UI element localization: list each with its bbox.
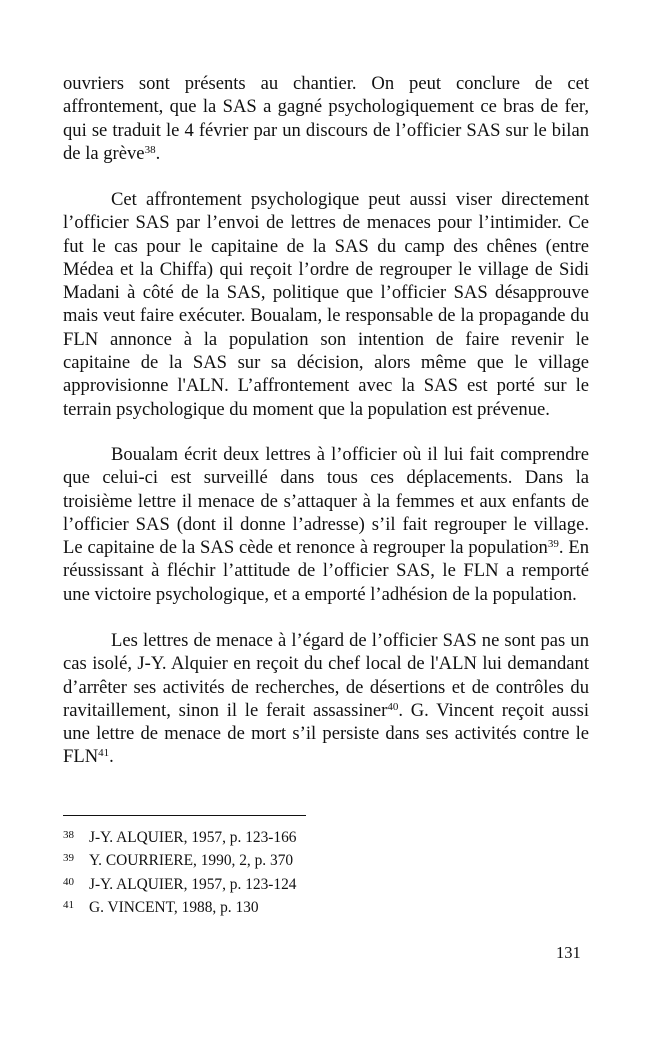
footnote-ref-39: 39 <box>547 538 559 551</box>
footnote-separator <box>63 815 306 816</box>
footnote-41: 41 G. VINCENT, 1988, p. 130 <box>63 898 259 916</box>
footnote-ref-41: 41 <box>98 747 110 760</box>
paragraph-4 <box>63 629 589 769</box>
paragraph-1 <box>63 72 589 165</box>
footnote-ref-40: 40 <box>387 700 399 713</box>
footnotes <box>63 826 297 919</box>
footnote-text: J-Y. ALQUIER, 1957, p. 123-124 <box>89 875 297 893</box>
paragraph-1-part-3: . <box>155 142 161 164</box>
paragraph-1-part-1: ouvriers sont présents au chantier. On peut conclure de cet affrontement, que la SAS a gagné psychologiquement ce bras de fer, qui se traduit le 4 février par un discours de l’officier SAS sur le bilan de la grève <box>63 73 589 164</box>
footnote-40: 40 J-Y. ALQUIER, 1957, p. 123-124 <box>63 875 297 893</box>
paragraph-4-part-3: . G. Vincent reçoit aussi une lettre de menace de mort s’il persiste dans ses activités contre le FLN <box>63 699 589 768</box>
paragraph-4-text <box>63 629 589 769</box>
paragraph-3-part-1: Boualam écrit deux lettres à l’officier où il lui fait comprendre que celui-ci est surveillé dans tous ces déplacements. Dans la troisième lettre il menace de s’attaquer à la femmes et aux enfants de l’officier SAS (dont il donne l’adresse) s’il fait regrouper le village. Le capitaine de la SAS cède et renonce à regrouper la population <box>63 444 589 559</box>
footnote-39: 39 Y. COURRIERE, 1990, 2, p. 370 <box>63 852 294 870</box>
paragraph-2-part-1: Cet affrontement psychologique peut aussi viser directement l’officier SAS par l’envoi de lettres de menaces pour l’intimider. Ce fut le cas pour le capitaine de la SAS du camp des chênes (entre Médea et la Chiffa) qui reçoit l’ordre de regrouper le village de Sidi Madani à côté de la SAS, politique que l’officier SAS désapprouve mais veut faire exécuter. Boualam, le responsable de la propagande du FLN annonce à la population son intention de faire revenir le capitaine de la SAS sur sa décision, alors même que le village approvisionne l'ALN. L’affrontement avec la SAS est porté sur le terrain psychologique du moment que la population est prévenue. <box>63 189 589 420</box>
paragraph-1-text <box>63 72 589 165</box>
page-number: 131 <box>556 943 581 962</box>
paragraph-4-part-1: Les lettres de menace à l’égard de l’officier SAS ne sont pas un cas isolé, J-Y. Alquier en reçoit du chef local de l'ALN lui demandant d’arrêter ses activités de recherches, de désertions et de contrôles du ravitaillement, sinon il le ferait assassiner <box>63 630 589 721</box>
paragraph-3 <box>63 443 589 606</box>
footnote-ref-38: 38 <box>144 143 156 156</box>
paragraph-2-text <box>63 188 589 421</box>
footnote-text: J-Y. ALQUIER, 1957, p. 123-166 <box>89 829 297 846</box>
paragraph-3-part-3: . En réussissant à fléchir l’attitude de l’officier SAS, le FLN a remporté une victoire psychologique, et a emporté l’adhésion de la population. <box>63 537 590 605</box>
footnote-38: 38 J-Y. ALQUIER, 1957, p. 123-166 <box>63 829 297 846</box>
footnote-text: G. VINCENT, 1988, p. 130 <box>89 898 259 916</box>
paragraph-4-part-5: . <box>109 746 114 768</box>
footnote-text: Y. COURRIERE, 1990, 2, p. 370 <box>89 852 294 870</box>
paragraph-2 <box>63 188 589 421</box>
paragraph-3-text <box>63 443 589 606</box>
